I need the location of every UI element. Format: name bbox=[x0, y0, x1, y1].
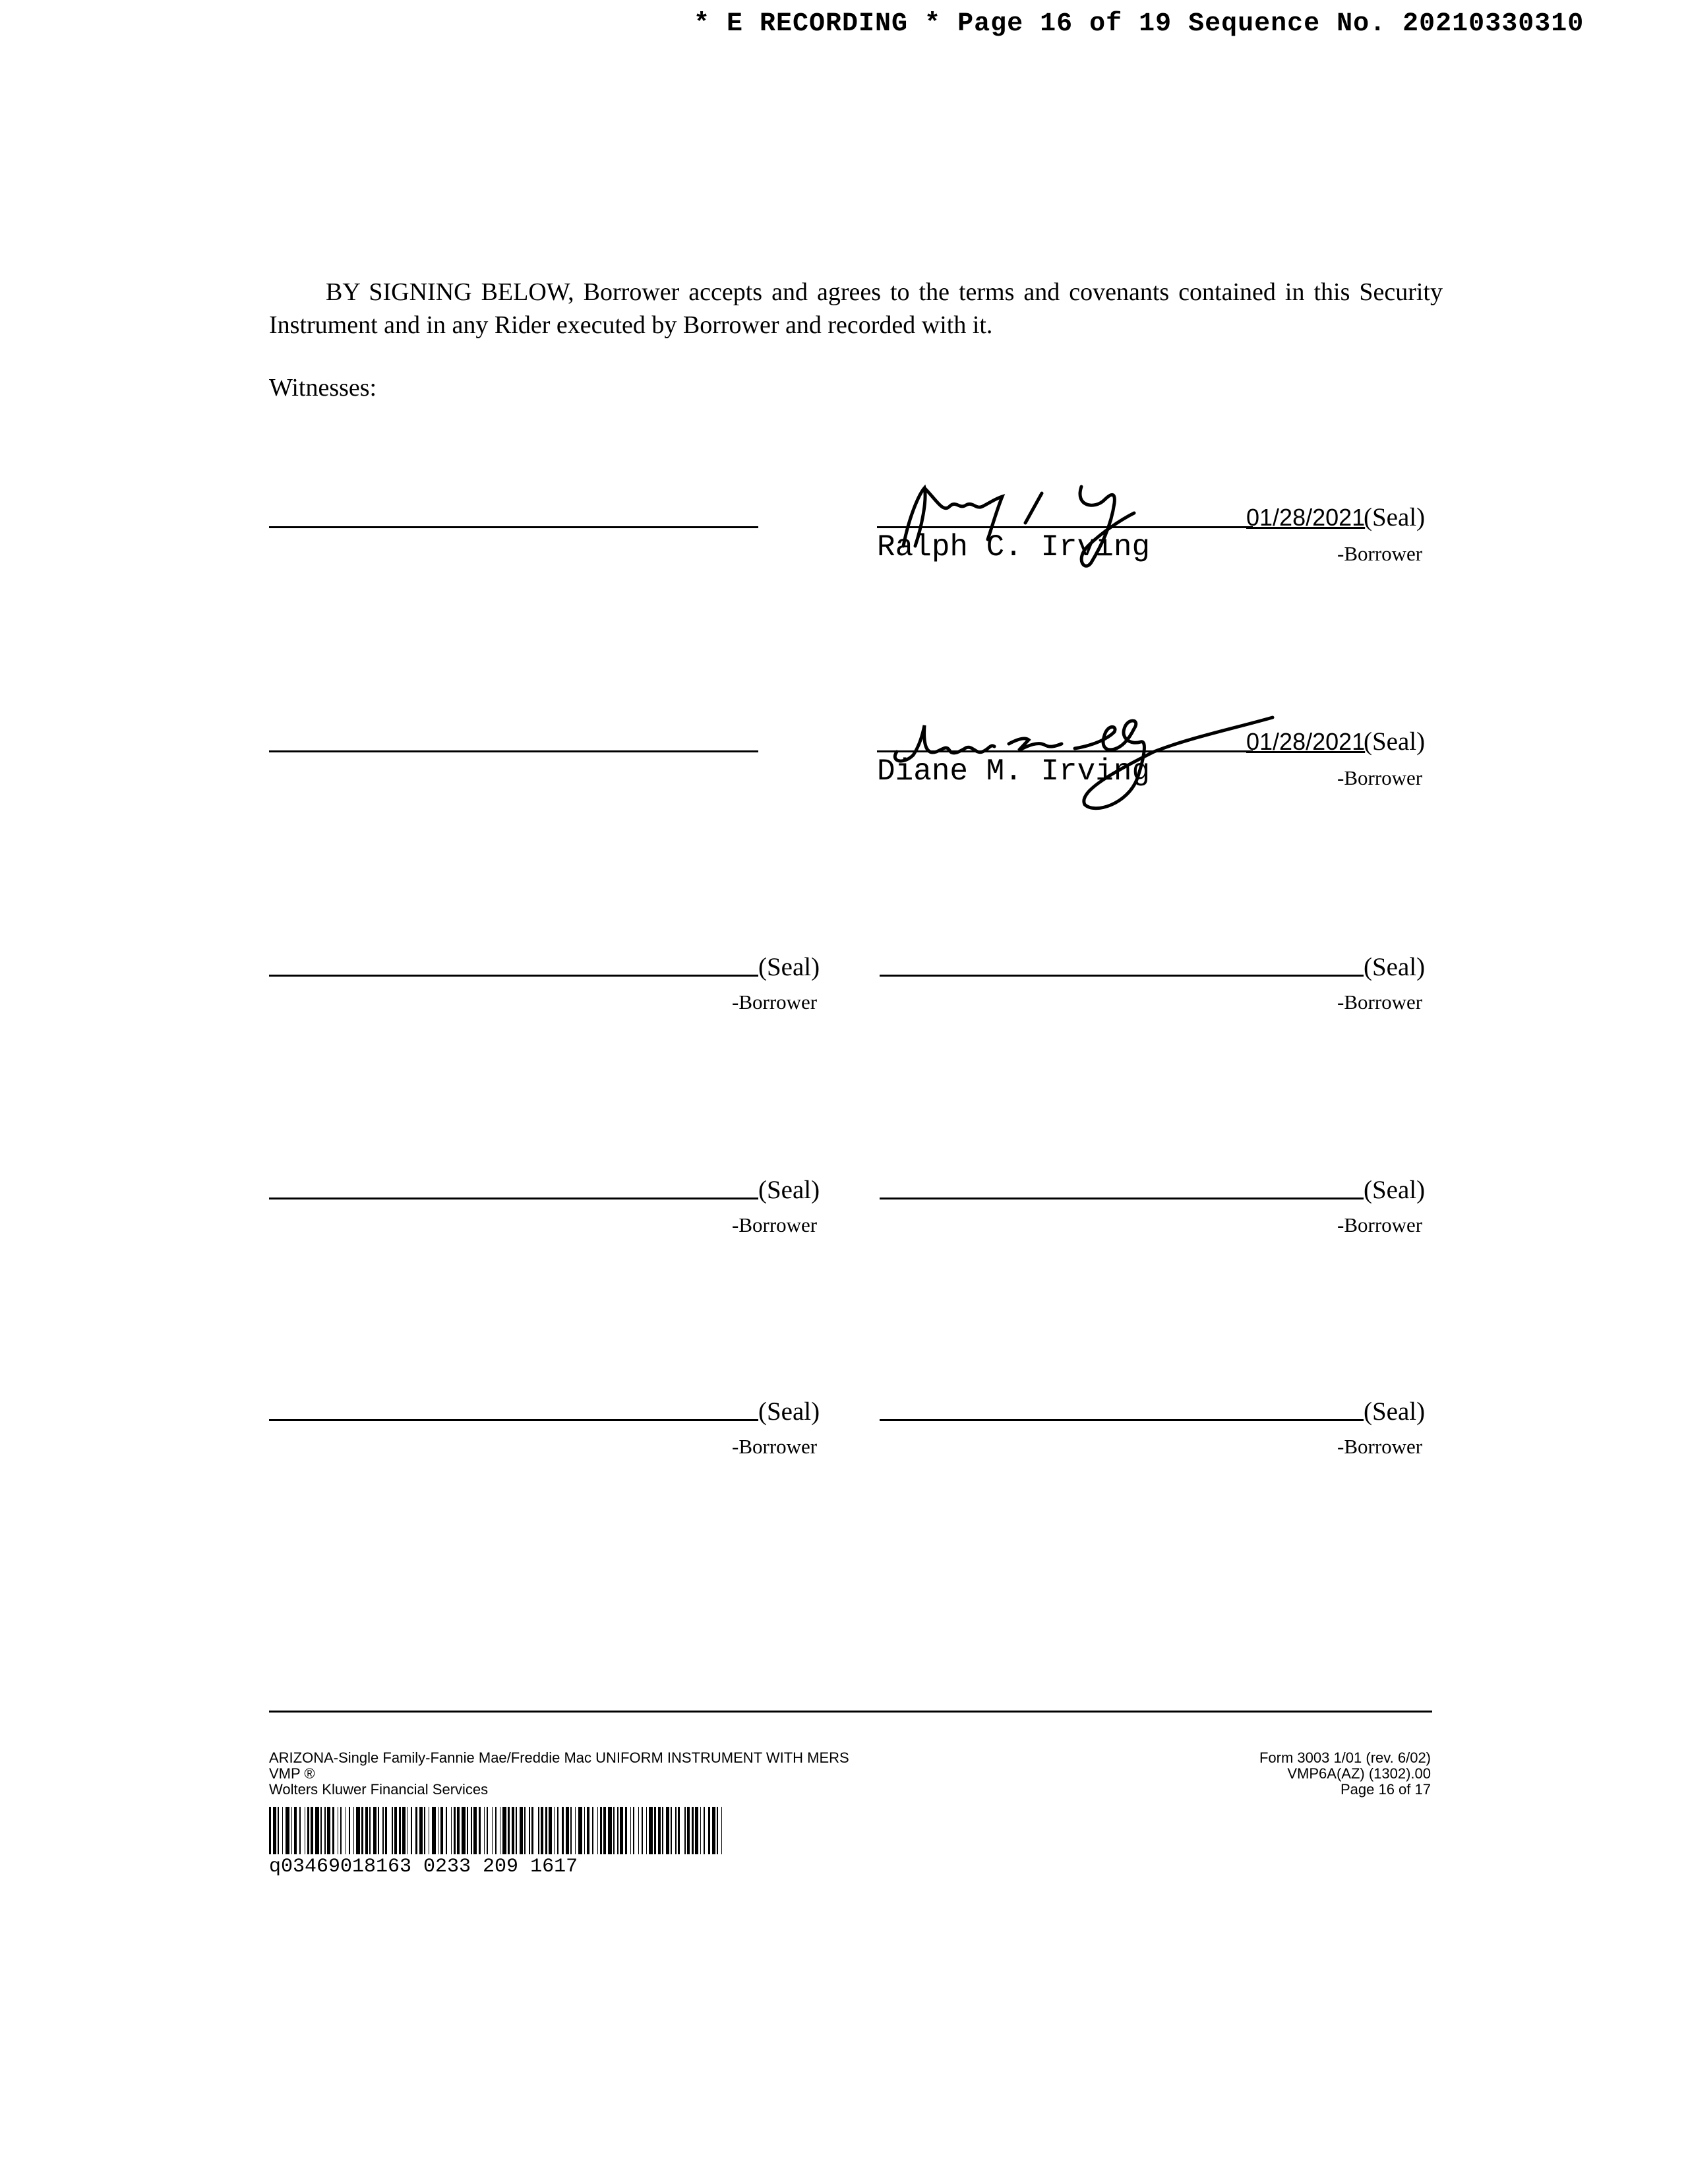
barcode-bar bbox=[520, 1807, 523, 1854]
barcode-bar bbox=[484, 1807, 485, 1854]
barcode-bar bbox=[432, 1807, 436, 1854]
barcode-bar bbox=[273, 1807, 276, 1854]
publisher-mark: VMP ® bbox=[269, 1765, 315, 1782]
barcode-bar bbox=[361, 1807, 363, 1854]
signing-statement-text: BY SIGNING BELOW, Borrower accepts and agrees to the terms and covenants contained in this Security Instrument and in any Rider executed by Borrower and recorded with it. bbox=[269, 278, 1443, 339]
barcode-bar bbox=[424, 1807, 425, 1854]
barcode-bar bbox=[340, 1807, 342, 1854]
barcode-bar bbox=[356, 1807, 360, 1854]
barcode-bar bbox=[378, 1807, 379, 1854]
recording-header: * E RECORDING * Page 16 of 19 Sequence No. 20210330310 bbox=[694, 9, 1584, 39]
barcode-bar bbox=[269, 1807, 271, 1854]
borrower-name-1: Ralph C. Irving bbox=[877, 530, 1151, 564]
barcode-bar bbox=[603, 1807, 606, 1854]
seal-label: (Seal) bbox=[758, 1397, 820, 1426]
form-code: VMP6A(AZ) (1302).00 bbox=[1287, 1765, 1431, 1782]
barcode-bar bbox=[687, 1807, 690, 1854]
barcode-bar bbox=[549, 1807, 552, 1854]
barcode-bar bbox=[646, 1807, 647, 1854]
barcode-bar bbox=[385, 1807, 387, 1854]
barcode-bar bbox=[495, 1807, 497, 1854]
barcode-bar bbox=[662, 1807, 663, 1854]
barcode-bar bbox=[620, 1807, 623, 1854]
barcode-bar bbox=[545, 1807, 547, 1854]
barcode-bar bbox=[562, 1807, 564, 1854]
barcode-bar bbox=[332, 1807, 334, 1854]
borrower-signature-line-8 bbox=[880, 1419, 1364, 1421]
borrower-role-label: -Borrower bbox=[1337, 542, 1423, 565]
barcode-bar bbox=[407, 1807, 408, 1854]
barcode-bar bbox=[467, 1807, 468, 1854]
barcode-bar bbox=[278, 1807, 279, 1854]
barcode-bar bbox=[382, 1807, 384, 1854]
barcode-bar bbox=[394, 1807, 397, 1854]
seal-label: (Seal) bbox=[1364, 503, 1426, 531]
barcode-bar bbox=[704, 1807, 705, 1854]
barcode-bar bbox=[570, 1807, 572, 1854]
barcode-bar bbox=[700, 1807, 701, 1854]
barcode-bar bbox=[471, 1807, 472, 1854]
barcode-bar bbox=[487, 1807, 488, 1854]
barcode-bar bbox=[557, 1807, 558, 1854]
barcode-bar bbox=[578, 1807, 582, 1854]
barcode-bar bbox=[462, 1807, 466, 1854]
barcode-bar bbox=[353, 1807, 354, 1854]
barcode bbox=[269, 1807, 724, 1854]
barcode-bar bbox=[671, 1807, 672, 1854]
barcode-number: q03469018163 0233 209 1617 bbox=[269, 1856, 578, 1878]
barcode-bar bbox=[592, 1807, 593, 1854]
barcode-bar bbox=[512, 1807, 514, 1854]
barcode-bar bbox=[649, 1807, 653, 1854]
borrower-role-label: -Borrower bbox=[732, 990, 818, 1014]
barcode-bar bbox=[654, 1807, 656, 1854]
borrower-signature-line-5 bbox=[269, 1198, 758, 1199]
barcode-bar bbox=[531, 1807, 533, 1854]
barcode-bar bbox=[524, 1807, 526, 1854]
barcode-bar bbox=[538, 1807, 539, 1854]
borrower-role-label: -Borrower bbox=[1337, 1435, 1423, 1458]
barcode-bar bbox=[658, 1807, 661, 1854]
barcode-bar bbox=[320, 1807, 322, 1854]
barcode-bar bbox=[600, 1807, 602, 1854]
barcode-bar bbox=[617, 1807, 618, 1854]
seal-label: (Seal) bbox=[1364, 1176, 1426, 1204]
barcode-bar bbox=[373, 1807, 377, 1854]
barcode-bar bbox=[638, 1807, 639, 1854]
barcode-bar bbox=[613, 1807, 615, 1854]
barcode-bar bbox=[365, 1807, 368, 1854]
barcode-bar bbox=[419, 1807, 423, 1854]
footer-rule bbox=[269, 1711, 1432, 1713]
barcode-bar bbox=[675, 1807, 677, 1854]
barcode-bar bbox=[684, 1807, 686, 1854]
barcode-bar bbox=[666, 1807, 669, 1854]
barcode-bar bbox=[349, 1807, 350, 1854]
barcode-bar bbox=[708, 1807, 710, 1854]
witness-line-2 bbox=[269, 750, 758, 752]
barcode-bar bbox=[516, 1807, 517, 1854]
witness-line-1 bbox=[269, 526, 758, 528]
handwritten-signature-2 bbox=[877, 699, 1286, 824]
signature-date-1: 01/28/2021 bbox=[1246, 504, 1366, 531]
barcode-bar bbox=[327, 1807, 330, 1854]
barcode-bar bbox=[369, 1807, 371, 1854]
signature-date-2: 01/28/2021 bbox=[1246, 728, 1366, 755]
borrower-role-label: -Borrower bbox=[1337, 990, 1423, 1014]
barcode-bar bbox=[541, 1807, 543, 1854]
barcode-bar bbox=[294, 1807, 297, 1854]
barcode-bar bbox=[597, 1807, 598, 1854]
barcode-bar bbox=[625, 1807, 627, 1854]
barcode-bar bbox=[508, 1807, 510, 1854]
seal-label: (Seal) bbox=[758, 1176, 820, 1204]
barcode-bar bbox=[282, 1807, 283, 1854]
barcode-bar bbox=[712, 1807, 715, 1854]
seal-label: (Seal) bbox=[1364, 727, 1426, 756]
form-title: ARIZONA-Single Family-Fannie Mae/Freddie Mac UNIFORM INSTRUMENT WITH MERS bbox=[269, 1749, 849, 1766]
seal-label: (Seal) bbox=[1364, 1397, 1426, 1426]
borrower-role-label: -Borrower bbox=[732, 1435, 818, 1458]
barcode-bar bbox=[633, 1807, 634, 1854]
barcode-bar bbox=[502, 1807, 506, 1854]
barcode-bar bbox=[473, 1807, 477, 1854]
barcode-bar bbox=[324, 1807, 326, 1854]
barcode-bar bbox=[457, 1807, 460, 1854]
borrower-signature-line-6 bbox=[880, 1198, 1364, 1199]
publisher-name: Wolters Kluwer Financial Services bbox=[269, 1781, 489, 1798]
barcode-bar bbox=[440, 1807, 443, 1854]
borrower-role-label: -Borrower bbox=[1337, 766, 1423, 789]
barcode-bar bbox=[479, 1807, 481, 1854]
barcode-bar bbox=[721, 1807, 722, 1854]
barcode-bar bbox=[399, 1807, 401, 1854]
barcode-bar bbox=[575, 1807, 576, 1854]
barcode-bar bbox=[678, 1807, 680, 1854]
barcode-bar bbox=[492, 1807, 493, 1854]
form-number: Form 3003 1/01 (rev. 6/02) bbox=[1259, 1749, 1431, 1766]
barcode-bar bbox=[311, 1807, 313, 1854]
barcode-bar bbox=[566, 1807, 569, 1854]
barcode-bar bbox=[529, 1807, 530, 1854]
handwritten-signature-1 bbox=[884, 473, 1160, 572]
barcode-bar bbox=[630, 1807, 631, 1854]
barcode-bar bbox=[717, 1807, 718, 1854]
barcode-bar bbox=[402, 1807, 406, 1854]
barcode-bar bbox=[695, 1807, 698, 1854]
barcode-bar bbox=[411, 1807, 412, 1854]
borrower-signature-line-3 bbox=[269, 975, 758, 977]
barcode-bar bbox=[554, 1807, 555, 1854]
barcode-bar bbox=[451, 1807, 452, 1854]
barcode-bar bbox=[454, 1807, 456, 1854]
seal-label: (Seal) bbox=[1364, 953, 1426, 981]
borrower-role-label: -Borrower bbox=[732, 1213, 818, 1236]
barcode-bar bbox=[692, 1807, 694, 1854]
barcode-bar bbox=[315, 1807, 319, 1854]
barcode-bar bbox=[286, 1807, 289, 1854]
barcode-bar bbox=[584, 1807, 585, 1854]
barcode-bar bbox=[307, 1807, 309, 1854]
barcode-bar bbox=[446, 1807, 447, 1854]
barcode-bar bbox=[608, 1807, 612, 1854]
borrower-role-label: -Borrower bbox=[1337, 1213, 1423, 1236]
seal-label: (Seal) bbox=[758, 953, 820, 981]
borrower-signature-line-4 bbox=[880, 975, 1364, 977]
borrower-name-2: Diane M. Irving bbox=[877, 754, 1151, 789]
witnesses-label: Witnesses: bbox=[269, 374, 377, 402]
barcode-bar bbox=[299, 1807, 301, 1854]
borrower-signature-line-7 bbox=[269, 1419, 758, 1421]
barcode-bar bbox=[642, 1807, 643, 1854]
barcode-bar bbox=[415, 1807, 417, 1854]
barcode-bar bbox=[392, 1807, 393, 1854]
barcode-bar bbox=[291, 1807, 292, 1854]
barcode-bar bbox=[587, 1807, 589, 1854]
form-page-number: Page 16 of 17 bbox=[1340, 1781, 1431, 1798]
signing-statement bbox=[269, 276, 1443, 342]
